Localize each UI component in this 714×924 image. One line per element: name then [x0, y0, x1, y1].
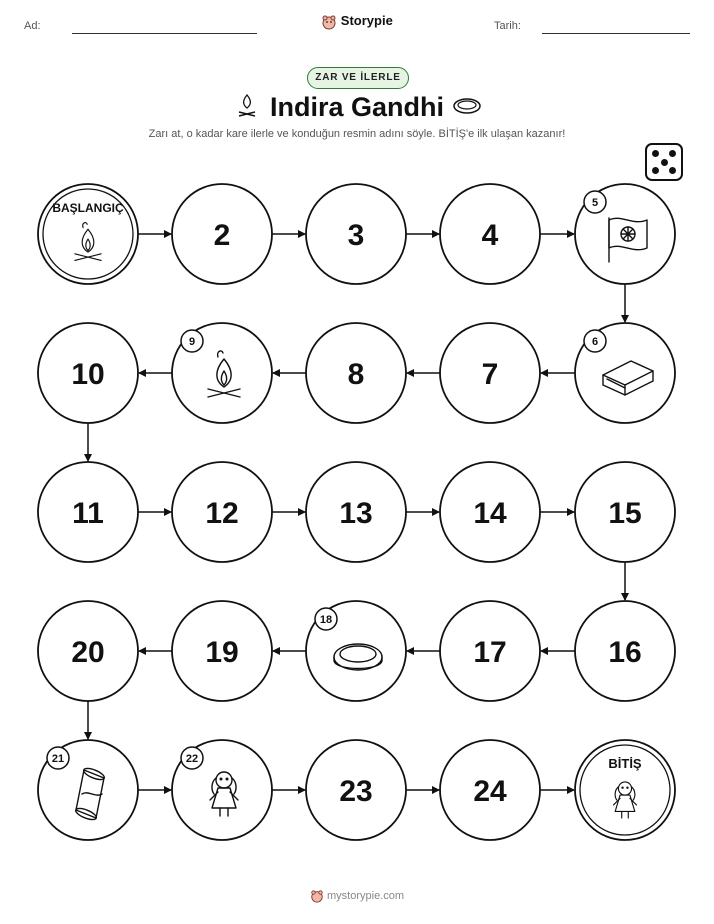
square-number: 14: [473, 497, 507, 530]
board-square-13[interactable]: [306, 462, 406, 562]
square-number: 8: [347, 358, 365, 391]
board-square-7[interactable]: [440, 323, 540, 423]
square-number: 9: [188, 336, 196, 348]
square-number: 20: [71, 636, 105, 669]
square-number: 6: [591, 336, 599, 348]
square-number: 24: [473, 775, 507, 808]
square-number: 18: [319, 614, 333, 626]
square-number: 11: [72, 497, 104, 530]
board-square-2[interactable]: [172, 184, 272, 284]
square-number: 3: [347, 219, 365, 252]
board-square-6[interactable]: [575, 323, 675, 423]
square-number: 12: [205, 497, 239, 530]
board-square-22[interactable]: [172, 740, 272, 840]
game-type-badge: ZAR VE İLERLE: [307, 67, 409, 89]
board-square-20[interactable]: [38, 601, 138, 701]
board-square-3[interactable]: [306, 184, 406, 284]
brand-name: Storypie: [340, 13, 393, 28]
finish-square[interactable]: [575, 740, 675, 840]
board-square-5[interactable]: [575, 184, 675, 284]
board-square-21[interactable]: [38, 740, 138, 840]
board-square-17[interactable]: [440, 601, 540, 701]
date-label: Tarih:: [494, 20, 521, 32]
board-square-18[interactable]: [306, 601, 406, 701]
square-number: 4: [481, 219, 499, 252]
name-label: Ad:: [24, 20, 41, 32]
square-number: 10: [71, 358, 105, 391]
finish-label: BİTİŞ: [608, 756, 642, 771]
board-square-16[interactable]: [575, 601, 675, 701]
footer: [0, 889, 714, 903]
board-square-4[interactable]: [440, 184, 540, 284]
board-square-9[interactable]: [172, 323, 272, 423]
board-square-23[interactable]: [306, 740, 406, 840]
instructions: Zarı at, o kadar kare ilerle ve konduğun resmin adını söyle. BİTİŞ'e ilk ulaşan kazanır!: [148, 128, 566, 140]
square-number: 15: [608, 497, 642, 530]
square-number: 19: [205, 636, 239, 669]
start-square[interactable]: [38, 184, 138, 284]
square-number: 7: [481, 358, 499, 391]
square-number: 2: [213, 219, 231, 252]
square-number: 16: [608, 636, 642, 669]
storypie-mascot-icon: [310, 889, 324, 903]
square-number: 5: [591, 197, 599, 209]
start-label: BAŞLANGIÇ: [52, 201, 124, 215]
board-square-24[interactable]: [440, 740, 540, 840]
board-square-15[interactable]: [575, 462, 675, 562]
board-square-11[interactable]: [38, 462, 138, 562]
square-number: 23: [339, 775, 373, 808]
board-square-14[interactable]: [440, 462, 540, 562]
board-square-12[interactable]: [172, 462, 272, 562]
board-square-10[interactable]: [38, 323, 138, 423]
footer-url: mystorypie.com: [327, 889, 405, 902]
board-square-8[interactable]: [306, 323, 406, 423]
board-square-19[interactable]: [172, 601, 272, 701]
square-number: 17: [473, 636, 507, 669]
square-number: 21: [51, 753, 65, 765]
page-title: Indira Gandhi: [269, 92, 444, 122]
square-number: 22: [185, 753, 199, 765]
square-number: 13: [339, 497, 373, 530]
